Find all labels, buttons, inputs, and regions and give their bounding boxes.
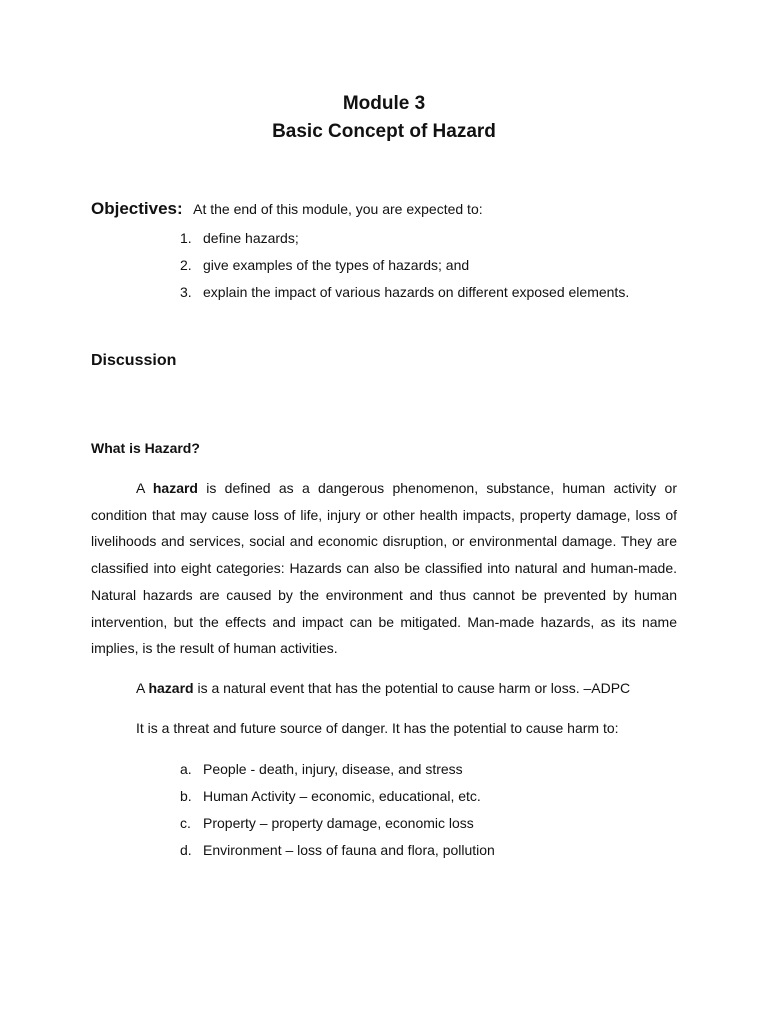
threat-statement: It is a threat and future source of danger. It has the potential to cause harm to: [136, 720, 619, 736]
list-item-text: give examples of the types of hazards; and [203, 257, 470, 273]
discussion-heading: Discussion [91, 352, 177, 369]
paragraph-start: A [136, 680, 149, 696]
list-marker: b. [180, 788, 192, 804]
list-item [180, 229, 629, 256]
list-item [180, 814, 495, 841]
list-marker: a. [180, 761, 192, 777]
list-item [180, 787, 495, 814]
module-number: Module 3 [342, 93, 426, 114]
objectives-list [180, 229, 629, 310]
what-is-hazard-subheading: What is Hazard? [91, 440, 200, 456]
list-item-text: Property – property damage, economic loss [203, 815, 474, 831]
module-title: Basic Concept of Hazard [272, 121, 496, 142]
list-marker: 3. [180, 284, 192, 300]
list-item-text: define hazards; [203, 230, 299, 246]
hazard-term: hazard [152, 480, 198, 496]
list-item-text: Human Activity – economic, educational, etc. [203, 788, 481, 804]
list-item [180, 256, 629, 283]
paragraph-rest: is a natural event that has the potential to cause harm or loss. –ADPC [193, 680, 631, 696]
list-marker: 2. [180, 257, 192, 273]
objectives-label: Objectives: [91, 199, 183, 218]
list-item-text: explain the impact of various hazards on different exposed elements. [203, 284, 630, 300]
list-item-text: People - death, injury, disease, and stress [203, 761, 463, 777]
list-item [180, 283, 629, 310]
paragraph-start: A [136, 480, 153, 496]
list-item [180, 841, 495, 868]
objectives-intro: At the end of this module, you are expected to: [193, 201, 483, 217]
harm-list [180, 760, 495, 868]
list-marker: c. [180, 815, 191, 831]
list-marker: 1. [180, 230, 192, 246]
paragraph-rest: is defined as a dangerous phenomenon, substance, human activity or condition that may cause loss of life, injury or other health impacts, property damage, loss of livelihoods and services, social and economic disruption, or environmental damage. They are classified into eight categories: Hazards can also be classified into natural and human-made. Natural hazards are caused by the environment and thus cannot be prevented by human intervention, but the effects and impact can be mitigated. Man-made hazards, as its name implies, is the result of human activities. [91, 480, 677, 657]
list-item [180, 760, 495, 787]
objectives-row [91, 199, 483, 219]
list-item-text: Environment – loss of fauna and flora, pollution [203, 842, 495, 858]
hazard-definition-paragraph [91, 475, 677, 662]
adpc-definition [136, 680, 630, 696]
hazard-term: hazard [148, 680, 194, 696]
list-marker: d. [180, 842, 192, 858]
